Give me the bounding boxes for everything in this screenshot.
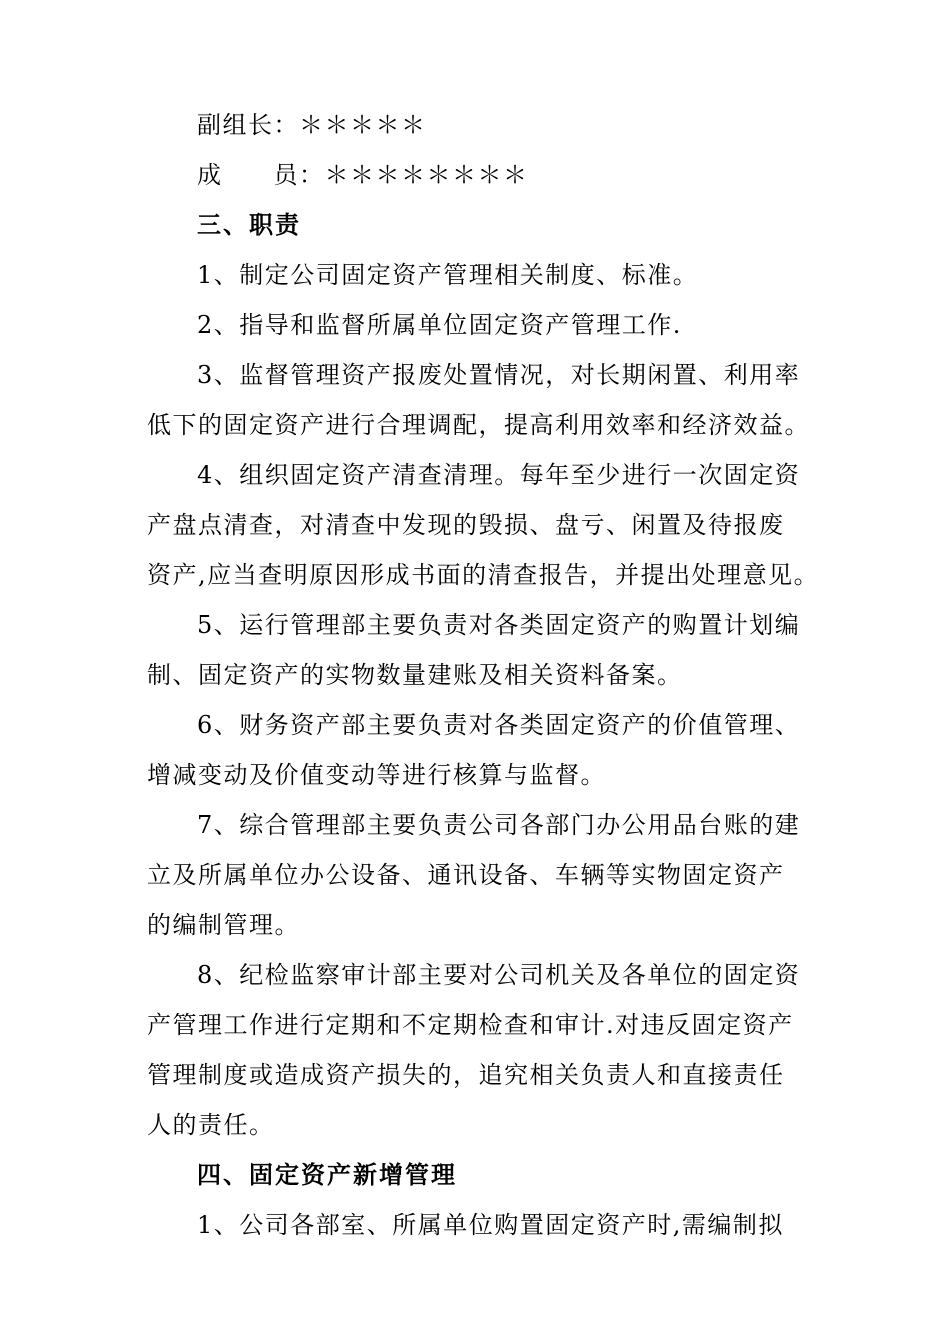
members-line: 成 员：＊＊＊＊＊＊＊＊ (197, 161, 529, 189)
paragraph-line: 人的责任。 (147, 1111, 275, 1139)
paragraph-line: 8、纪检监察审计部主要对公司机关及各单位的固定资 (197, 961, 801, 989)
paragraph-line: 低下的固定资产进行合理调配，提高利用效率和经济效益。 (147, 411, 810, 439)
paragraph-line: 资产,应当查明原因形成书面的清查报告，并提出处理意见。 (147, 561, 820, 589)
paragraph-line: 管理制度或造成资产损失的，追究相关负责人和直接责任 (147, 1061, 785, 1089)
paragraph-line: 的编制管理。 (147, 911, 300, 939)
paragraph-line: 制、固定资产的实物数量建账及相关资料备案。 (147, 661, 683, 689)
paragraph-line: 1、制定公司固定资产管理相关制度、标准。 (197, 261, 699, 289)
paragraph-line: 3、监督管理资产报废处置情况，对长期闲置、利用率 (197, 361, 801, 389)
paragraph-line: 4、组织固定资产清查清理。每年至少进行一次固定资 (197, 461, 801, 489)
deputy-leader-line: 副组长：＊＊＊＊＊ (197, 111, 427, 139)
paragraph-line: 2、指导和监督所属单位固定资产管理工作. (197, 311, 682, 339)
paragraph-line: 产盘点清查，对清查中发现的毁损、盘亏、闲置及待报废 (147, 511, 785, 539)
paragraph-line: 6、财务资产部主要负责对各类固定资产的价值管理、 (197, 711, 801, 739)
section-heading-new-assets: 四、固定资产新增管理 (197, 1160, 457, 1189)
section-heading-duties: 三、职责 (197, 210, 301, 239)
paragraph-line: 7、综合管理部主要负责公司各部门办公用品台账的建 (197, 811, 801, 839)
paragraph-line: 1、公司各部室、所属单位购置固定资产时,需编制拟 (197, 1211, 784, 1239)
paragraph-line: 立及所属单位办公设备、通讯设备、车辆等实物固定资产 (147, 861, 785, 889)
paragraph-line: 5、运行管理部主要负责对各类固定资产的购置计划编 (197, 611, 801, 639)
paragraph-line: 增减变动及价值变动等进行核算与监督。 (147, 761, 606, 789)
paragraph-line: 产管理工作进行定期和不定期检查和审计.对违反固定资产 (147, 1011, 794, 1039)
